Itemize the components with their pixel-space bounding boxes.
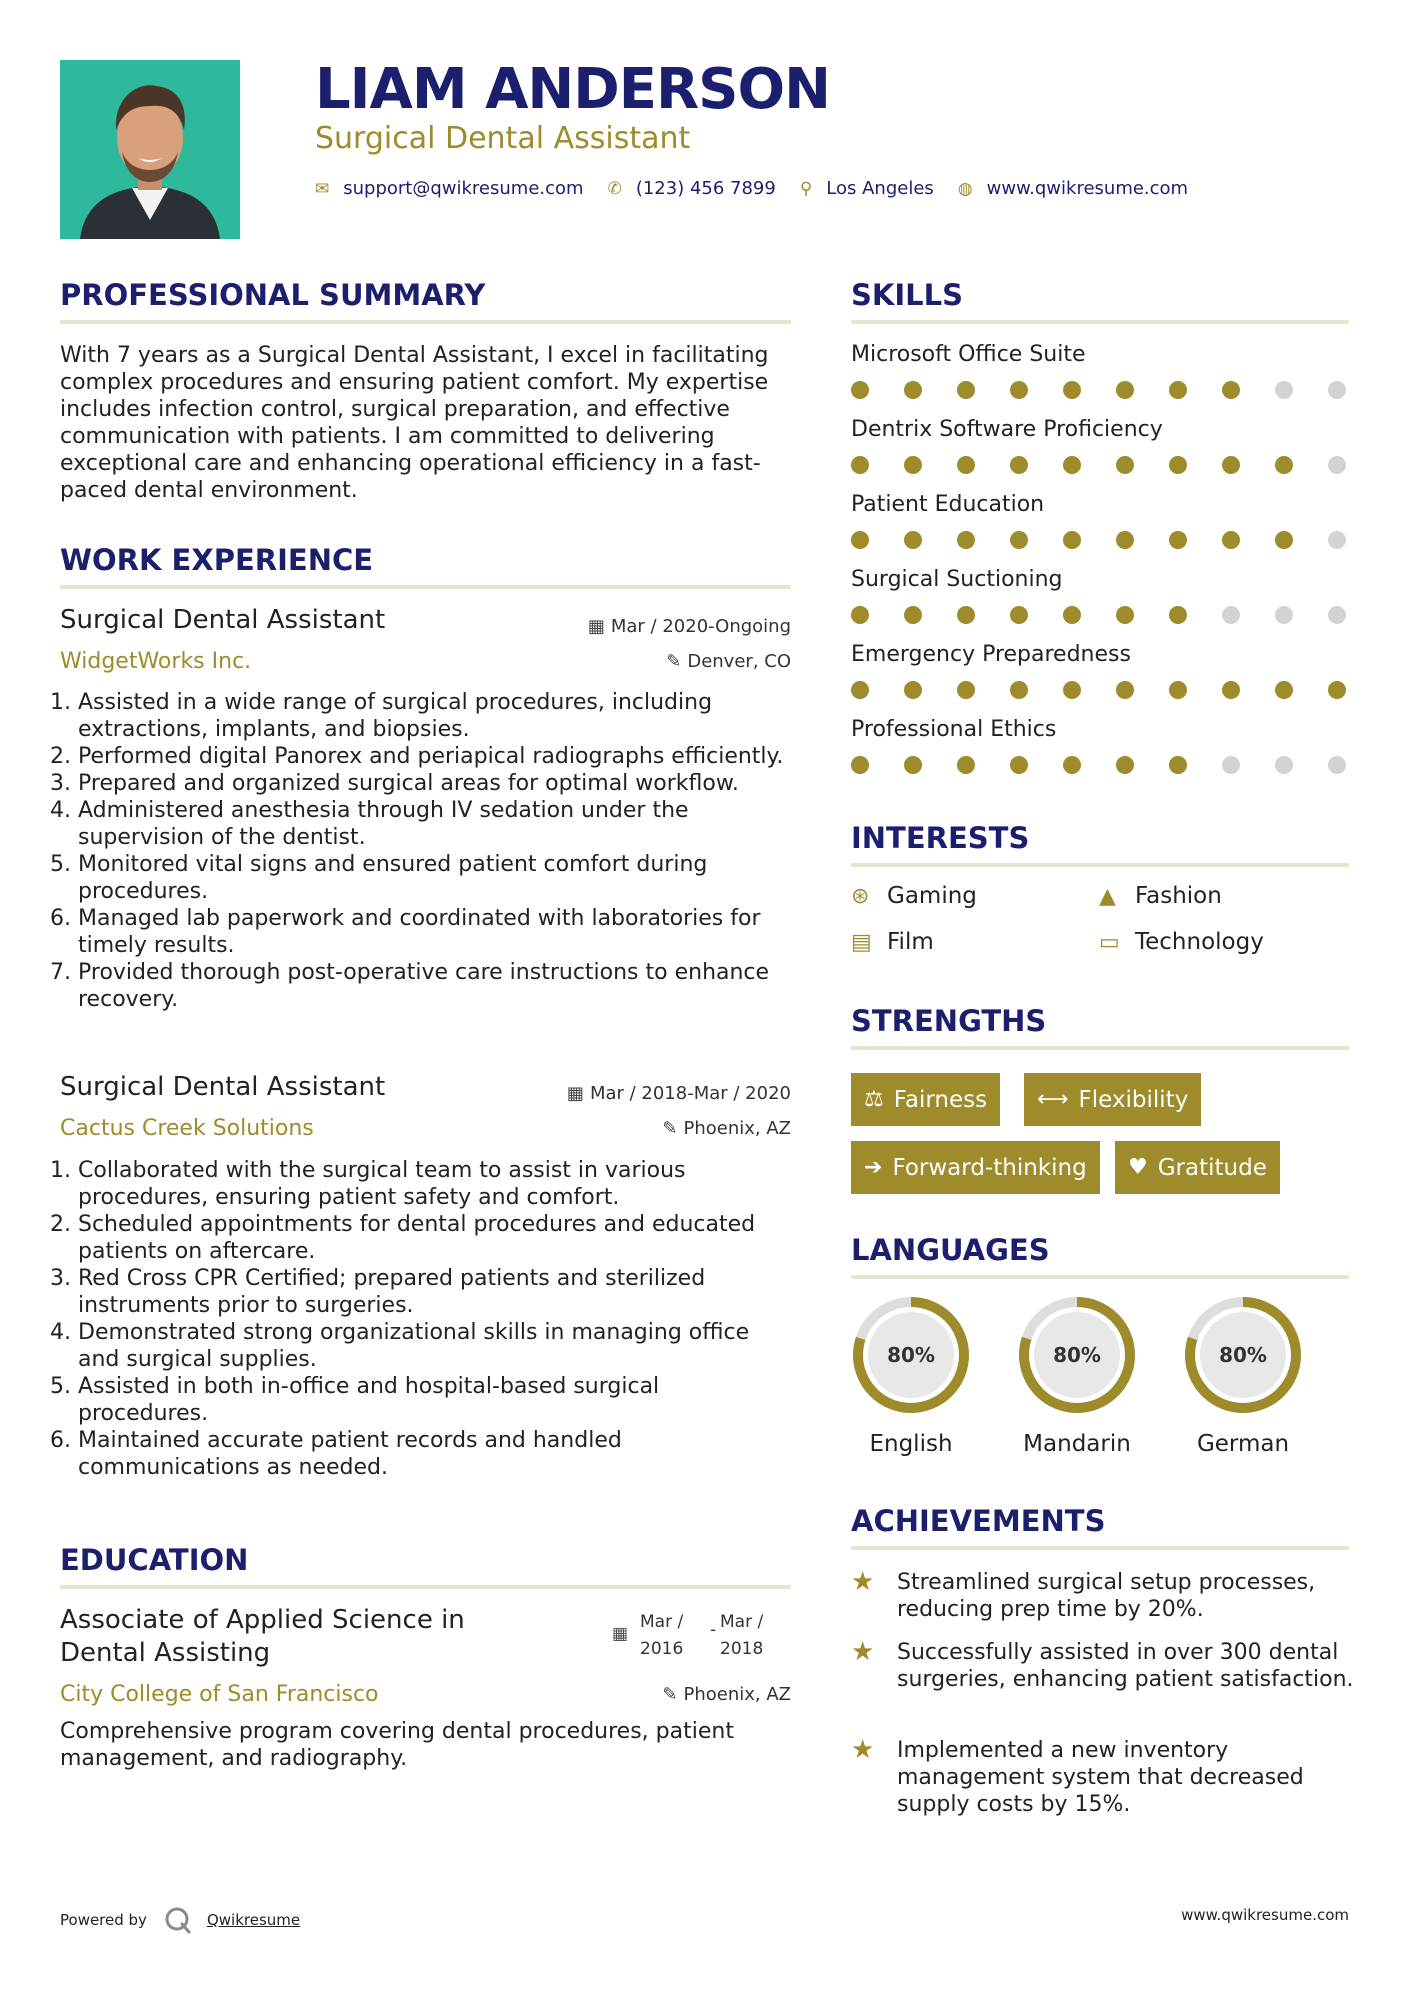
achievements-heading: ACHIEVEMENTS [851, 1504, 1106, 1538]
achievement-item: ★ Implemented a new inventory management system that decreased supply costs by 15%. [851, 1735, 1304, 1817]
rating-dot-filled [1275, 531, 1293, 549]
skills-divider [851, 320, 1349, 324]
strengths-heading: STRENGTHS [851, 1004, 1047, 1038]
list-item: 5. Assisted in both in-office and hospital-based surgical procedures. [78, 1373, 791, 1427]
rating-dot-filled [851, 606, 869, 624]
skill-rating [851, 531, 1351, 551]
rating-dot-empty [1328, 756, 1346, 774]
calendar-icon: ▦ [612, 1624, 629, 1644]
rating-dot-filled [1222, 681, 1240, 699]
qwikresume-link[interactable]: Qwikresume [206, 1911, 301, 1929]
rating-dot-empty [1328, 456, 1346, 474]
rating-dot-filled [1328, 681, 1346, 699]
job-title: Surgical Dental Assistant [60, 605, 386, 635]
education-divider [60, 1585, 791, 1589]
language-percent-label: 80% [887, 1343, 935, 1367]
interests-divider [851, 863, 1349, 867]
qwikresume-logo-icon [163, 1905, 193, 1935]
rating-dot-filled [1010, 606, 1028, 624]
skill-name: Surgical Suctioning [851, 567, 1063, 592]
rating-dot-filled [1116, 606, 1134, 624]
rating-dot-filled [1063, 606, 1081, 624]
list-item: 3. Prepared and organized surgical areas for optimal workflow. [78, 770, 791, 797]
rating-dot-filled [1222, 381, 1240, 399]
rating-dot-empty [1275, 756, 1293, 774]
rating-dot-filled [1169, 606, 1187, 624]
job-title: Surgical Dental Assistant [60, 1072, 386, 1102]
achievement-item: ★ Streamlined surgical setup processes, reducing prep time by 20%. [851, 1567, 1316, 1622]
rating-dot-filled [904, 606, 922, 624]
rating-dot-filled [1169, 531, 1187, 549]
rating-dot-filled [851, 381, 869, 399]
summary-heading: PROFESSIONAL SUMMARY [60, 278, 486, 312]
rating-dot-filled [957, 531, 975, 549]
education-start-date: Mar / 2016 [640, 1612, 684, 1659]
achievements-divider [851, 1546, 1349, 1550]
star-icon: ★ [851, 1637, 875, 1667]
rating-dot-filled [851, 531, 869, 549]
rating-dot-filled [1010, 531, 1028, 549]
strength-badge: ♥ Gratitude [1115, 1141, 1280, 1194]
interests-heading: INTERESTS [851, 821, 1030, 855]
education-location: ✎ Phoenix, AZ [662, 1684, 791, 1705]
rating-dot-filled [1116, 681, 1134, 699]
contact-location: Los Angeles [826, 178, 934, 199]
film-icon: ▤ [851, 929, 872, 955]
language-progress-ring [1016, 1294, 1138, 1416]
rating-dot-filled [1116, 531, 1134, 549]
rating-dot-filled [1063, 456, 1081, 474]
rating-dot-filled [957, 381, 975, 399]
rating-dot-filled [1010, 456, 1028, 474]
rating-dot-filled [904, 681, 922, 699]
list-item: 1. Assisted in a wide range of surgical procedures, including extractions, implants, and biopsies. [78, 689, 791, 743]
rating-dot-empty [1275, 606, 1293, 624]
rating-dot-filled [1010, 381, 1028, 399]
education-heading: EDUCATION [60, 1543, 249, 1577]
rating-dot-empty [1222, 756, 1240, 774]
interest-item: ▤ Film [851, 929, 934, 955]
strengths-divider [851, 1046, 1349, 1050]
calendar-icon: ▦ [587, 616, 605, 637]
summary-divider [60, 320, 791, 324]
education-end-date: Mar / 2018 [720, 1612, 764, 1659]
experience-heading: WORK EXPERIENCE [60, 543, 374, 577]
language-progress-ring [850, 1294, 972, 1416]
footer-website[interactable]: www.qwikresume.com [1181, 1906, 1349, 1924]
skill-rating [851, 681, 1351, 701]
rating-dot-empty [1275, 381, 1293, 399]
rating-dot-filled [851, 756, 869, 774]
rating-dot-filled [1222, 456, 1240, 474]
rating-dot-filled [1275, 681, 1293, 699]
education-description: Comprehensive program covering dental procedures, patient management, and radiography. [60, 1719, 734, 1771]
balance-scale-icon: ⚖ [864, 1087, 884, 1112]
rating-dot-filled [904, 531, 922, 549]
job-location: ✎ Phoenix, AZ [662, 1118, 791, 1139]
rating-dot-empty [1328, 531, 1346, 549]
skill-rating [851, 606, 1351, 626]
pushpin-icon: ✎ [666, 651, 682, 672]
skills-heading: SKILLS [851, 278, 963, 312]
job-bullets [60, 689, 791, 1013]
language-progress-ring [1182, 1294, 1304, 1416]
strength-badge: ⚖ Fairness [851, 1073, 1000, 1126]
job-location: ✎ Denver, CO [666, 651, 791, 672]
candidate-title: Surgical Dental Assistant [315, 121, 691, 156]
list-item: 6. Maintained accurate patient records and handled communications as needed. [78, 1427, 791, 1481]
rating-dot-filled [1169, 681, 1187, 699]
star-icon: ★ [851, 1735, 875, 1765]
strength-badge: ➔ Forward-thinking [851, 1141, 1100, 1194]
contact-bar [315, 178, 1212, 199]
shopping-bag-icon: ▲ [1099, 883, 1116, 909]
candidate-name: LIAM ANDERSON [315, 57, 830, 122]
phone-icon: ✆ [607, 178, 622, 199]
language-name: Mandarin [1023, 1431, 1131, 1457]
rating-dot-filled [1116, 756, 1134, 774]
contact-phone[interactable]: (123) 456 7899 [635, 178, 776, 199]
job-company: WidgetWorks Inc. [60, 649, 252, 674]
job-bullets [60, 1157, 791, 1481]
arrows-horizontal-icon: ⟷ [1037, 1087, 1069, 1112]
experience-divider [60, 585, 791, 589]
contact-email[interactable]: support@qwikresume.com [343, 178, 584, 199]
list-item: 6. Managed lab paperwork and coordinated with laboratories for timely results. [78, 905, 791, 959]
rating-dot-filled [1063, 756, 1081, 774]
skill-name: Dentrix Software Proficiency [851, 417, 1163, 442]
envelope-icon: ✉ [315, 178, 330, 199]
skill-rating [851, 456, 1351, 476]
rating-dot-filled [1222, 531, 1240, 549]
rating-dot-filled [957, 606, 975, 624]
rating-dot-filled [957, 681, 975, 699]
interest-item: ▭ Technology [1099, 929, 1264, 955]
rating-dot-filled [851, 456, 869, 474]
list-item: 5. Monitored vital signs and ensured patient comfort during procedures. [78, 851, 791, 905]
laptop-icon: ▭ [1099, 929, 1120, 955]
job-date: ▦ Mar / 2020-Ongoing [587, 616, 791, 637]
rating-dot-filled [1169, 456, 1187, 474]
profile-photo [60, 60, 240, 239]
language-percent-label: 80% [1219, 1343, 1267, 1367]
heart-icon: ♥ [1128, 1155, 1148, 1180]
rating-dot-filled [1116, 456, 1134, 474]
job-company: Cactus Creek Solutions [60, 1116, 314, 1141]
skill-rating [851, 756, 1351, 776]
skill-name: Microsoft Office Suite [851, 342, 1086, 367]
job-date: ▦ Mar / 2018-Mar / 2020 [566, 1083, 791, 1104]
languages-heading: LANGUAGES [851, 1233, 1050, 1267]
skill-rating [851, 381, 1351, 401]
footer-powered-by: Powered by Qwikresume [60, 1905, 300, 1935]
rating-dot-empty [1222, 606, 1240, 624]
rating-dot-filled [957, 756, 975, 774]
rating-dot-filled [1169, 381, 1187, 399]
rating-dot-filled [904, 456, 922, 474]
rating-dot-filled [1063, 531, 1081, 549]
languages-divider [851, 1275, 1349, 1279]
interest-item: ▲ Fashion [1099, 883, 1222, 909]
rating-dot-filled [904, 381, 922, 399]
list-item: 4. Demonstrated strong organizational skills in managing office and surgical supplies. [78, 1319, 791, 1373]
list-item: 1. Collaborated with the surgical team to assist in various procedures, ensuring patient safety and comfort. [78, 1157, 791, 1211]
rating-dot-empty [1328, 381, 1346, 399]
rating-dot-filled [851, 681, 869, 699]
summary-text: With 7 years as a Surgical Dental Assistant, I excel in facilitating complex procedures and ensuring patient comfort. My expertise includes infection control, surgical preparation, and effective communication with patients. I am committed to delivering exceptional care and enhancing operational efficiency in a fast-paced dental environment. [60, 343, 769, 503]
strength-badge: ⟷ Flexibility [1024, 1073, 1201, 1126]
skill-name: Professional Ethics [851, 717, 1057, 742]
rating-dot-filled [1010, 756, 1028, 774]
rating-dot-filled [1063, 681, 1081, 699]
star-icon: ★ [851, 1567, 875, 1597]
rating-dot-filled [1116, 381, 1134, 399]
degree-title: Associate of Applied Science in Dental Assisting [60, 1605, 465, 1668]
language-name: English [869, 1431, 953, 1457]
language-name: German [1196, 1431, 1290, 1457]
list-item: 3. Red Cross CPR Certified; prepared patients and sterilized instruments prior to surgeries. [78, 1265, 791, 1319]
rating-dot-filled [1169, 756, 1187, 774]
pushpin-icon: ✎ [662, 1684, 678, 1705]
skill-name: Emergency Preparedness [851, 642, 1131, 667]
date-separator: - [710, 1620, 717, 1640]
rating-dot-filled [957, 456, 975, 474]
rating-dot-filled [904, 756, 922, 774]
rating-dot-empty [1328, 606, 1346, 624]
pushpin-icon: ✎ [662, 1118, 678, 1139]
language-percent-label: 80% [1053, 1343, 1101, 1367]
list-item: 4. Administered anesthesia through IV sedation under the supervision of the dentist. [78, 797, 791, 851]
list-item: 7. Provided thorough post-operative care instructions to enhance recovery. [78, 959, 791, 1013]
rating-dot-filled [1010, 681, 1028, 699]
map-pin-icon: ⚲ [799, 178, 813, 199]
achievement-item: ★ Successfully assisted in over 300 dental surgeries, enhancing patient satisfaction. [851, 1637, 1354, 1692]
list-item: 2. Performed digital Panorex and periapical radiographs efficiently. [78, 743, 791, 770]
calendar-icon: ▦ [566, 1083, 584, 1104]
skill-name: Patient Education [851, 492, 1045, 517]
list-item: 2. Scheduled appointments for dental procedures and educated patients on aftercare. [78, 1211, 791, 1265]
arrow-right-icon: ➔ [864, 1155, 883, 1180]
school-name: City College of San Francisco [60, 1682, 379, 1707]
interest-item: ⊛ Gaming [851, 883, 977, 909]
rating-dot-filled [1275, 456, 1293, 474]
globe-icon: ◍ [957, 178, 973, 199]
rating-dot-filled [1063, 381, 1081, 399]
contact-website[interactable]: www.qwikresume.com [986, 178, 1189, 199]
gamepad-icon: ⊛ [851, 883, 870, 909]
